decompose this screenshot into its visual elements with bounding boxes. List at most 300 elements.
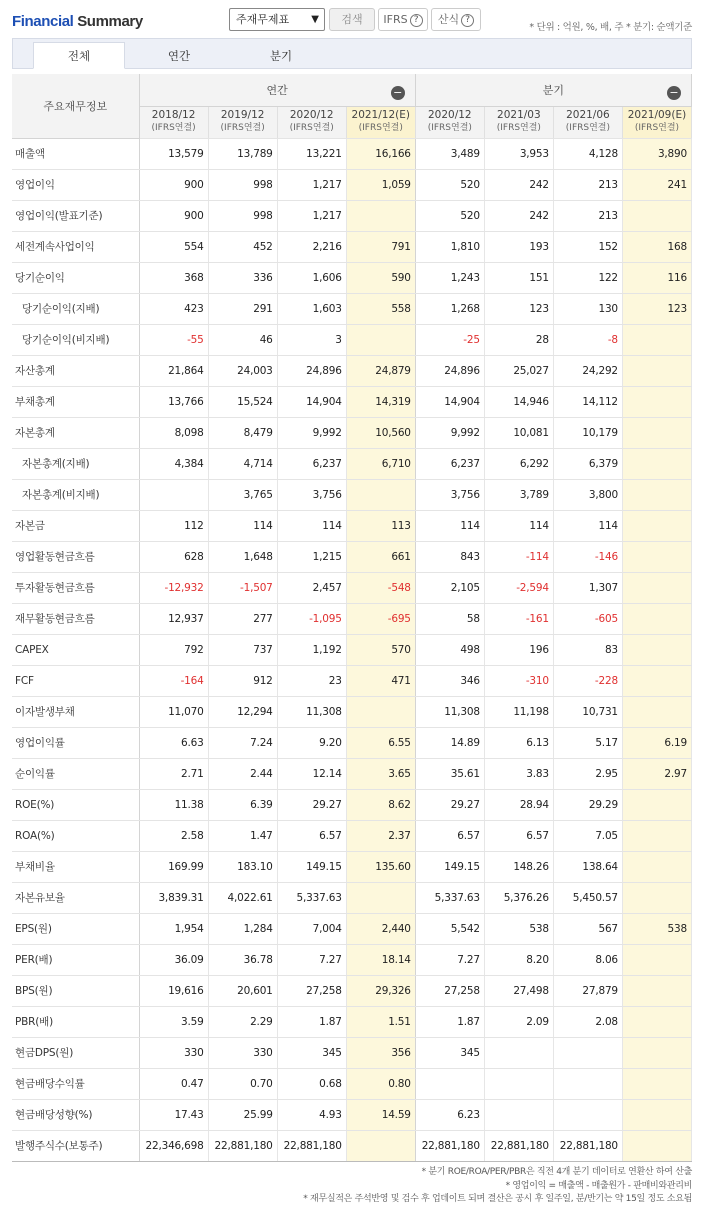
row-label: 당기순이익(지배)	[12, 293, 139, 324]
table-cell: 29,326	[346, 975, 415, 1006]
table-cell: 3,789	[484, 479, 553, 510]
row-label: 영업이익	[12, 169, 139, 200]
table-cell: 843	[415, 541, 484, 572]
table-cell: -228	[553, 665, 622, 696]
table-cell: 998	[208, 169, 277, 200]
table-cell: 36.09	[139, 944, 208, 975]
table-cell: 737	[208, 634, 277, 665]
period-basis: (IFRS연결)	[151, 123, 196, 133]
row-label: FCF	[12, 665, 139, 696]
table-cell: 10,179	[553, 417, 622, 448]
table-cell	[622, 448, 691, 479]
period-header	[208, 106, 277, 138]
table-cell: 1.47	[208, 820, 277, 851]
row-label: 현금배당수익률	[12, 1068, 139, 1099]
table-cell	[622, 1037, 691, 1068]
tab-all[interactable]: 전체	[33, 42, 125, 69]
row-label: 매출액	[12, 138, 139, 169]
table-cell: 1,648	[208, 541, 277, 572]
table-row	[12, 448, 692, 479]
table-cell: 19,616	[139, 975, 208, 1006]
table-cell: -695	[346, 603, 415, 634]
table-cell: 498	[415, 634, 484, 665]
table-cell: 23	[277, 665, 346, 696]
table-row	[12, 324, 692, 355]
table-cell: 3,489	[415, 138, 484, 169]
table-cell: 116	[622, 262, 691, 293]
table-cell: 2.71	[139, 758, 208, 789]
table-cell: 1,217	[277, 169, 346, 200]
table-cell: 792	[139, 634, 208, 665]
table-cell	[622, 417, 691, 448]
table-cell: 12,937	[139, 603, 208, 634]
table-cell: 15,524	[208, 386, 277, 417]
table-cell: 6.13	[484, 727, 553, 758]
table-cell	[622, 1099, 691, 1130]
footnotes	[303, 1166, 692, 1207]
table-cell: 7.05	[553, 820, 622, 851]
table-row	[12, 355, 692, 386]
table-row	[12, 758, 692, 789]
table-cell	[622, 200, 691, 231]
row-label: ROA(%)	[12, 820, 139, 851]
table-cell: 345	[415, 1037, 484, 1068]
footnote: * 재무실적은 주석반영 및 검수 후 업데이트 되며 결산은 공시 후 일주일, 분/반기는 약 15일 정도 소요됨	[303, 1194, 692, 1204]
table-cell: -8	[553, 324, 622, 355]
table-cell	[622, 1068, 691, 1099]
table-cell: 183.10	[208, 851, 277, 882]
row-label: 현금배당성향(%)	[12, 1099, 139, 1130]
table-cell: 4.93	[277, 1099, 346, 1130]
table-cell	[622, 541, 691, 572]
table-cell: 900	[139, 169, 208, 200]
ifrs-button[interactable]	[378, 8, 428, 31]
table-cell: 122	[553, 262, 622, 293]
table-cell: 11,070	[139, 696, 208, 727]
table-cell: 35.61	[415, 758, 484, 789]
table-cell: 3.65	[346, 758, 415, 789]
table-cell: 900	[139, 200, 208, 231]
table-cell	[622, 820, 691, 851]
table-cell: 114	[208, 510, 277, 541]
table-cell: 336	[208, 262, 277, 293]
table-cell: 29.27	[415, 789, 484, 820]
table-cell: 242	[484, 200, 553, 231]
table-cell: 114	[415, 510, 484, 541]
table-cell: 538	[622, 913, 691, 944]
table-cell: -161	[484, 603, 553, 634]
table-cell	[622, 634, 691, 665]
table-cell	[553, 1099, 622, 1130]
table-cell: 46	[208, 324, 277, 355]
table-row	[12, 200, 692, 231]
table-cell: 112	[139, 510, 208, 541]
table-cell: 25,027	[484, 355, 553, 386]
table-cell: 27,258	[277, 975, 346, 1006]
table-cell: 567	[553, 913, 622, 944]
table-cell: 24,292	[553, 355, 622, 386]
select-value: 주재무제표	[236, 13, 290, 26]
table-cell: 5,337.63	[415, 882, 484, 913]
table-cell: -25	[415, 324, 484, 355]
table-cell: 11,308	[415, 696, 484, 727]
table-cell: 1,243	[415, 262, 484, 293]
row-label: 부채비율	[12, 851, 139, 882]
table-cell: 12.14	[277, 758, 346, 789]
table-cell: 2,440	[346, 913, 415, 944]
table-cell: 114	[484, 510, 553, 541]
table-cell: 22,881,180	[208, 1130, 277, 1161]
table-cell: 6.55	[346, 727, 415, 758]
table-cell	[484, 1037, 553, 1068]
table-cell: 2.97	[622, 758, 691, 789]
table-row	[12, 231, 692, 262]
table-cell: 22,881,180	[484, 1130, 553, 1161]
row-label: 순이익률	[12, 758, 139, 789]
help-icon: ?	[461, 14, 474, 27]
period-header	[139, 106, 208, 138]
period-tabs	[12, 38, 692, 69]
table-cell: 7.27	[415, 944, 484, 975]
table-cell: 9.20	[277, 727, 346, 758]
table-row	[12, 417, 692, 448]
period-basis: (IFRS연결)	[358, 123, 403, 133]
table-cell: 13,766	[139, 386, 208, 417]
table-cell: 5,376.26	[484, 882, 553, 913]
table-cell: 14,946	[484, 386, 553, 417]
table-cell: 9,992	[277, 417, 346, 448]
title-bold: Financial	[12, 13, 74, 30]
row-label: 영업이익률	[12, 727, 139, 758]
table-cell: 21,864	[139, 355, 208, 386]
table-cell: -55	[139, 324, 208, 355]
label-column-header: 주요재무정보	[12, 74, 139, 138]
table-cell: 6,237	[415, 448, 484, 479]
table-row	[12, 634, 692, 665]
table-cell: 8.20	[484, 944, 553, 975]
table-cell	[553, 1068, 622, 1099]
table-row	[12, 510, 692, 541]
collapse-quarter-icon[interactable]: −	[667, 86, 681, 100]
table-cell: 5.17	[553, 727, 622, 758]
table-cell: 6,379	[553, 448, 622, 479]
table-cell	[415, 1068, 484, 1099]
row-label: PER(배)	[12, 944, 139, 975]
period-header	[553, 106, 622, 138]
table-cell: 330	[208, 1037, 277, 1068]
period-label: 2021/03	[497, 109, 541, 121]
statement-type-select[interactable]	[229, 8, 325, 31]
table-cell: 29.27	[277, 789, 346, 820]
table-cell	[346, 1130, 415, 1161]
financial-summary-table	[12, 74, 692, 1162]
table-cell: 4,714	[208, 448, 277, 479]
ifrs-label: IFRS	[383, 13, 408, 26]
table-row	[12, 1006, 692, 1037]
table-cell	[622, 882, 691, 913]
table-cell: -164	[139, 665, 208, 696]
row-label: 부채총계	[12, 386, 139, 417]
table-row	[12, 138, 692, 169]
table-cell	[622, 386, 691, 417]
table-cell: -605	[553, 603, 622, 634]
row-label: PBR(배)	[12, 1006, 139, 1037]
table-cell: 3,953	[484, 138, 553, 169]
table-cell: 241	[622, 169, 691, 200]
table-cell: 4,384	[139, 448, 208, 479]
table-cell: 10,731	[553, 696, 622, 727]
table-cell: 3	[277, 324, 346, 355]
title-rest: Summary	[77, 13, 143, 30]
table-cell: 1.87	[415, 1006, 484, 1037]
quarter-group-label: 분기	[542, 83, 565, 97]
table-cell: 1,284	[208, 913, 277, 944]
row-label: 당기순이익(비지배)	[12, 324, 139, 355]
footnote: * 분기 ROE/ROA/PER/PBR은 직전 4개 분기 데이터로 연환산 하여 산출	[421, 1167, 692, 1177]
table-cell	[622, 1130, 691, 1161]
table-cell: -2,594	[484, 572, 553, 603]
period-basis: (IFRS연결)	[427, 123, 472, 133]
table-cell: 2.29	[208, 1006, 277, 1037]
table-cell: 28.94	[484, 789, 553, 820]
table-cell: 8.62	[346, 789, 415, 820]
table-cell: 5,450.57	[553, 882, 622, 913]
table-cell	[622, 944, 691, 975]
table-cell: 8,098	[139, 417, 208, 448]
table-cell: 14,904	[415, 386, 484, 417]
table-cell: 58	[415, 603, 484, 634]
table-cell: 11,308	[277, 696, 346, 727]
table-cell: 24,896	[277, 355, 346, 386]
table-cell: 554	[139, 231, 208, 262]
tab-quarterly[interactable]: 분기	[269, 49, 293, 63]
table-cell: 6.19	[622, 727, 691, 758]
table-cell: 152	[553, 231, 622, 262]
table-cell: 2.08	[553, 1006, 622, 1037]
help-icon: ?	[410, 14, 423, 27]
table-cell	[346, 200, 415, 231]
table-cell: 6.57	[484, 820, 553, 851]
table-cell: 912	[208, 665, 277, 696]
table-cell: 368	[139, 262, 208, 293]
table-cell: 168	[622, 231, 691, 262]
table-cell: 628	[139, 541, 208, 572]
table-cell: 24,896	[415, 355, 484, 386]
table-cell: 123	[622, 293, 691, 324]
table-cell: 10,560	[346, 417, 415, 448]
period-basis: (IFRS연결)	[634, 123, 680, 133]
period-header	[415, 106, 484, 138]
table-cell	[622, 572, 691, 603]
table-row	[12, 975, 692, 1006]
table-cell	[484, 1068, 553, 1099]
table-cell: 346	[415, 665, 484, 696]
table-cell: 6.63	[139, 727, 208, 758]
table-cell: 3,756	[415, 479, 484, 510]
table-row	[12, 665, 692, 696]
table-cell: 7,004	[277, 913, 346, 944]
table-row	[12, 882, 692, 913]
table-cell: 2,457	[277, 572, 346, 603]
table-cell: 0.70	[208, 1068, 277, 1099]
period-label: 2020/12	[427, 109, 472, 121]
page-title	[12, 13, 143, 30]
row-label: CAPEX	[12, 634, 139, 665]
table-row	[12, 944, 692, 975]
formula-label: 산식	[437, 13, 460, 26]
table-cell: 13,579	[139, 138, 208, 169]
table-cell: 2.44	[208, 758, 277, 789]
table-cell: 114	[553, 510, 622, 541]
table-cell: 213	[553, 200, 622, 231]
annual-group-header	[139, 74, 415, 106]
table-cell: -146	[553, 541, 622, 572]
table-cell: 1.51	[346, 1006, 415, 1037]
table-cell: 6,292	[484, 448, 553, 479]
table-cell: 20,601	[208, 975, 277, 1006]
table-cell: 2,105	[415, 572, 484, 603]
table-cell: 356	[346, 1037, 415, 1068]
table-row	[12, 1037, 692, 1068]
table-cell: 27,258	[415, 975, 484, 1006]
table-cell: 0.68	[277, 1068, 346, 1099]
table-cell: 14.59	[346, 1099, 415, 1130]
table-cell: 113	[346, 510, 415, 541]
row-label: 영업활동현금흐름	[12, 541, 139, 572]
table-cell: 83	[553, 634, 622, 665]
tab-annual[interactable]: 연간	[167, 49, 191, 63]
table-row	[12, 789, 692, 820]
table-cell: 196	[484, 634, 553, 665]
search-button[interactable]: 검색	[329, 8, 375, 31]
table-cell: 7.27	[277, 944, 346, 975]
table-cell: 6,237	[277, 448, 346, 479]
table-cell: 12,294	[208, 696, 277, 727]
table-cell: 1,810	[415, 231, 484, 262]
table-cell: 11.38	[139, 789, 208, 820]
table-cell: 151	[484, 262, 553, 293]
table-row	[12, 572, 692, 603]
table-cell: -12,932	[139, 572, 208, 603]
table-cell: 3,756	[277, 479, 346, 510]
table-cell: 14,904	[277, 386, 346, 417]
table-row	[12, 913, 692, 944]
table-cell: 8,479	[208, 417, 277, 448]
table-cell: 2.95	[553, 758, 622, 789]
row-label: 자본유보율	[12, 882, 139, 913]
collapse-annual-icon[interactable]: −	[391, 86, 405, 100]
table-cell	[346, 882, 415, 913]
table-cell: 148.26	[484, 851, 553, 882]
table-cell: 213	[553, 169, 622, 200]
footnote: * 영업이익 = 매출액 - 매출원가 - 판매비와관리비	[505, 1180, 692, 1191]
unit-note: * 단위 : 억원, %, 배, 주 * 분기: 순액기준	[529, 22, 692, 33]
table-cell: 520	[415, 169, 484, 200]
period-header	[346, 106, 415, 138]
table-cell: 791	[346, 231, 415, 262]
table-cell: 1,954	[139, 913, 208, 944]
table-row	[12, 293, 692, 324]
table-cell: 6.23	[415, 1099, 484, 1130]
table-cell: 6,710	[346, 448, 415, 479]
row-label: 자본총계	[12, 417, 139, 448]
row-label: 자본총계(비지배)	[12, 479, 139, 510]
table-cell: 149.15	[415, 851, 484, 882]
table-cell	[622, 665, 691, 696]
table-cell: 138.64	[553, 851, 622, 882]
table-cell: 169.99	[139, 851, 208, 882]
row-label: 현금DPS(원)	[12, 1037, 139, 1068]
table-cell: 4,128	[553, 138, 622, 169]
table-cell	[622, 324, 691, 355]
period-basis: (IFRS연결)	[220, 123, 265, 133]
table-cell: 520	[415, 200, 484, 231]
table-cell: 538	[484, 913, 553, 944]
table-cell: 6.39	[208, 789, 277, 820]
table-cell	[553, 1037, 622, 1068]
row-label: 영업이익(발표기준)	[12, 200, 139, 231]
table-cell: -1,095	[277, 603, 346, 634]
table-cell: 3,839.31	[139, 882, 208, 913]
table-row	[12, 262, 692, 293]
table-cell: 3,890	[622, 138, 691, 169]
table-cell: 24,003	[208, 355, 277, 386]
formula-button[interactable]	[431, 8, 481, 31]
table-cell: 345	[277, 1037, 346, 1068]
chevron-down-icon: ▼	[311, 14, 319, 25]
table-cell: 0.47	[139, 1068, 208, 1099]
table-cell	[346, 324, 415, 355]
table-row	[12, 603, 692, 634]
table-cell: 22,881,180	[277, 1130, 346, 1161]
table-cell: 29.29	[553, 789, 622, 820]
table-cell	[622, 1006, 691, 1037]
period-header	[622, 106, 691, 138]
row-label: 자본금	[12, 510, 139, 541]
table-cell: -548	[346, 572, 415, 603]
period-label: 2021/09(E)	[627, 109, 687, 121]
row-label: ROE(%)	[12, 789, 139, 820]
table-row	[12, 696, 692, 727]
table-cell: 14,319	[346, 386, 415, 417]
table-cell: 7.24	[208, 727, 277, 758]
table-cell: -1,507	[208, 572, 277, 603]
table-cell	[346, 479, 415, 510]
row-label: 당기순이익	[12, 262, 139, 293]
table-row	[12, 851, 692, 882]
table-cell: 13,789	[208, 138, 277, 169]
table-cell: 28	[484, 324, 553, 355]
period-header	[277, 106, 346, 138]
row-label: BPS(원)	[12, 975, 139, 1006]
table-cell: 22,881,180	[415, 1130, 484, 1161]
period-label: 2021/12(E)	[351, 109, 410, 121]
table-cell	[346, 696, 415, 727]
table-cell: 114	[277, 510, 346, 541]
table-cell: 291	[208, 293, 277, 324]
table-cell: 22,881,180	[553, 1130, 622, 1161]
period-header	[484, 106, 553, 138]
table-cell: 452	[208, 231, 277, 262]
table-cell: 590	[346, 262, 415, 293]
table-cell: 36.78	[208, 944, 277, 975]
table-cell: 17.43	[139, 1099, 208, 1130]
table-cell: 998	[208, 200, 277, 231]
table-cell: 8.06	[553, 944, 622, 975]
table-cell: 1,192	[277, 634, 346, 665]
period-basis: (IFRS연결)	[496, 123, 541, 133]
table-cell	[484, 1099, 553, 1130]
